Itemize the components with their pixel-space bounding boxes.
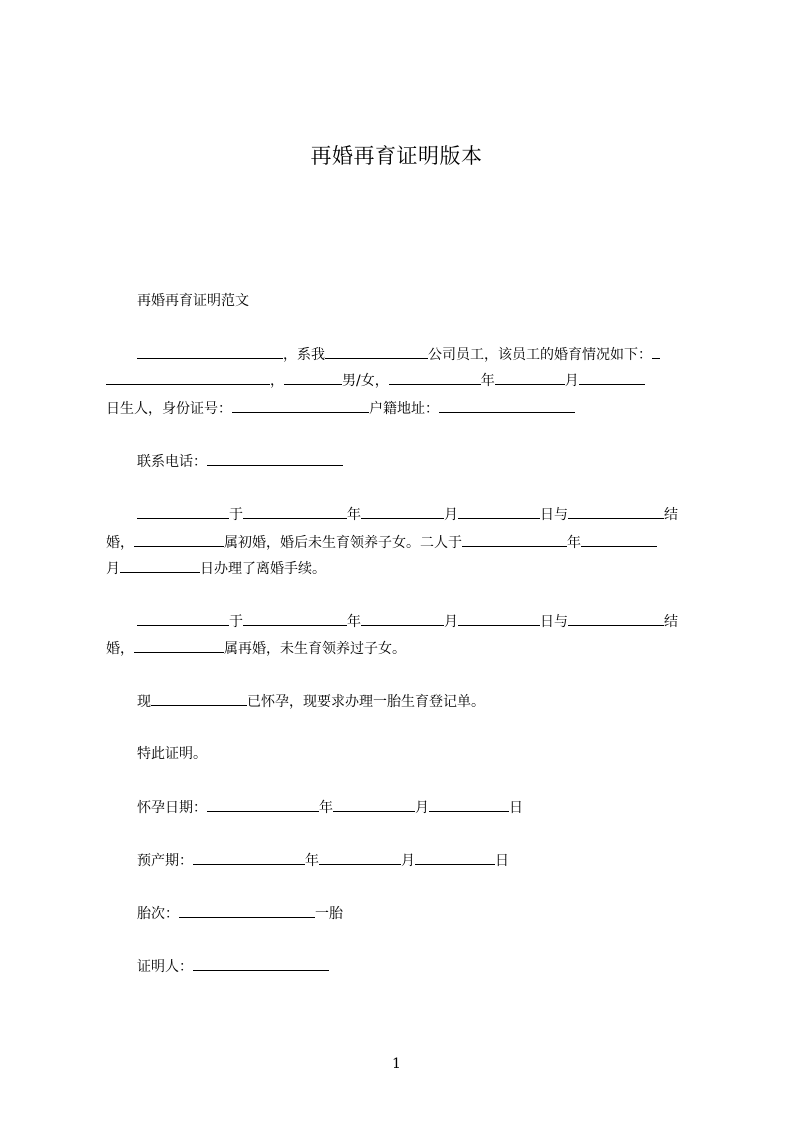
page-number: 1 — [392, 1056, 401, 1072]
p2-line3: 月 日办理了离婚手续。 — [106, 558, 326, 579]
due-date-line: 预产期： 年 月 日 — [137, 850, 509, 871]
p3-year-blank[interactable] — [243, 611, 347, 626]
document-title: 再婚再育证明版本 — [310, 144, 483, 168]
certify-line: 特此证明。 — [137, 746, 207, 762]
spouse-blank[interactable] — [568, 504, 664, 519]
p1-line1: ，系我 公司员工，该员工的婚育情况如下： — [137, 344, 660, 365]
subtitle: 再婚再育证明范文 — [137, 293, 249, 309]
marriage-year-blank[interactable] — [243, 504, 347, 519]
first-marriage-blank[interactable] — [134, 532, 224, 547]
pregnancy-date-line: 怀孕日期： 年 月 日 — [137, 797, 523, 818]
person1-blank[interactable] — [137, 504, 229, 519]
parity-blank[interactable] — [179, 903, 315, 918]
company-blank[interactable] — [325, 344, 428, 359]
due-day-blank[interactable] — [415, 850, 495, 865]
info-blank-cont[interactable] — [106, 370, 270, 385]
witness-blank[interactable] — [193, 956, 329, 971]
p3-month-blank[interactable] — [361, 611, 444, 626]
divorce-year-blank[interactable] — [462, 532, 567, 547]
marriage-month-blank[interactable] — [361, 504, 444, 519]
p3-day-blank[interactable] — [458, 611, 540, 626]
parity-line: 胎次： 一胎 — [137, 903, 343, 924]
divorce-day-blank[interactable] — [120, 558, 200, 573]
due-year-blank[interactable] — [193, 850, 305, 865]
gender-blank[interactable] — [284, 370, 342, 385]
divorce-month-blank[interactable] — [581, 532, 657, 547]
p2-line1: 于 年 月 日与 结 — [137, 504, 678, 525]
phone-blank[interactable] — [207, 451, 343, 466]
remarriage-blank[interactable] — [134, 638, 224, 653]
birth-month-blank[interactable] — [495, 370, 565, 385]
p3-person-blank[interactable] — [137, 611, 229, 626]
id-number-blank[interactable] — [232, 398, 369, 413]
p3-line1: 于 年 月 日与 结 — [137, 611, 678, 632]
phone-line: 联系电话： — [137, 451, 343, 472]
pregnancy-day-blank[interactable] — [429, 797, 509, 812]
p1-line3: 日生人，身份证号： 户籍地址： — [106, 398, 575, 419]
p3-line2: 婚， 属再婚，未生育领养过子女。 — [106, 638, 406, 659]
birth-day-blank[interactable] — [579, 370, 645, 385]
due-month-blank[interactable] — [319, 850, 401, 865]
marriage-day-blank[interactable] — [458, 504, 540, 519]
p4-line: 现 已怀孕，现要求办理一胎生育登记单。 — [137, 691, 485, 712]
pregnancy-year-blank[interactable] — [207, 797, 319, 812]
p2-line2: 婚， 属初婚，婚后未生育领养子女。二人于 年 — [106, 532, 657, 553]
info-blank[interactable] — [652, 344, 660, 359]
address-blank[interactable] — [439, 398, 575, 413]
birth-year-blank[interactable] — [389, 370, 481, 385]
pregnancy-month-blank[interactable] — [333, 797, 415, 812]
witness-line: 证明人： — [137, 956, 329, 977]
p3-spouse-blank[interactable] — [568, 611, 664, 626]
name-blank[interactable] — [137, 344, 283, 359]
p1-line2: ， 男/女， 年 月 — [106, 370, 645, 391]
pregnant-person-blank[interactable] — [151, 691, 247, 706]
